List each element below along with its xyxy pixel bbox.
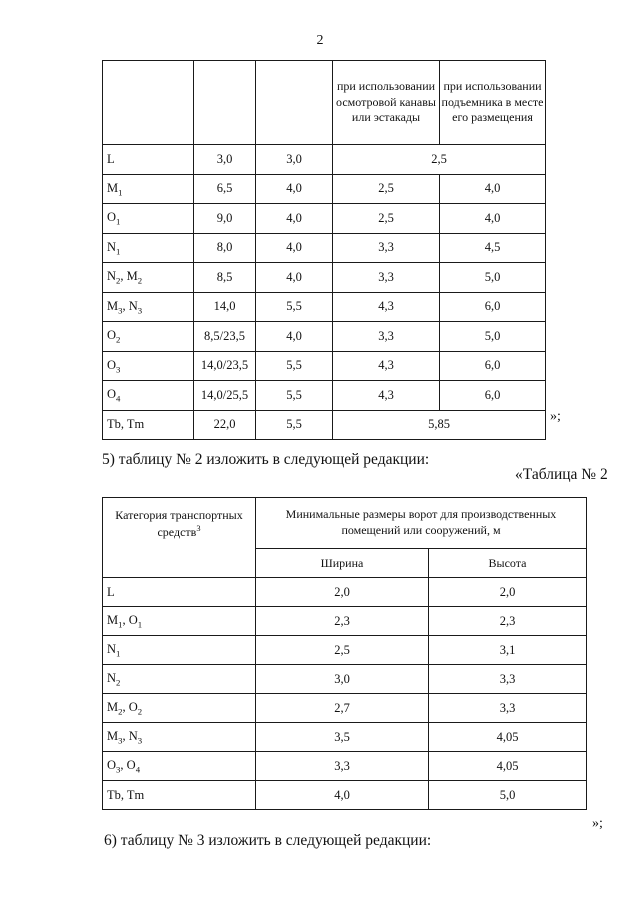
- category-cell: $M_3$, $N_3$: [103, 723, 256, 752]
- height-cell: 2,3: [429, 607, 587, 636]
- table-row: [103, 636, 587, 665]
- table-cell: 8,5: [194, 263, 256, 293]
- category-cell: $N_2$, $M_2$: [103, 263, 194, 293]
- table-cell: 6,0: [440, 292, 546, 322]
- table-row: [103, 145, 546, 175]
- category-cell: $M_1$: [103, 174, 194, 204]
- table-cell: 3,0: [194, 145, 256, 175]
- category-cell: Tb, Tm: [103, 410, 194, 440]
- table-cell: 4,0: [256, 174, 333, 204]
- width-cell: 4,0: [256, 781, 429, 810]
- table-cell: 9,0: [194, 204, 256, 234]
- category-cell: L: [103, 145, 194, 175]
- table-cell: 4,0: [256, 233, 333, 263]
- table-2-closing-quote: »;: [592, 816, 603, 831]
- table-1-closing-quote: »;: [550, 409, 561, 424]
- table-cell: 4,0: [440, 204, 546, 234]
- merged-cell: 2,5: [333, 145, 546, 175]
- table-row: [103, 694, 587, 723]
- height-cell: 2,0: [429, 578, 587, 607]
- table-row: [103, 381, 546, 411]
- category-cell: $O_3$, $O_4$: [103, 752, 256, 781]
- table-cell: 4,0: [256, 204, 333, 234]
- footnote-mark: 3: [196, 523, 201, 533]
- table-1-header-lift: при использовании подъемника в месте его размещения: [440, 61, 546, 145]
- table-cell: 5,0: [440, 322, 546, 352]
- table-row: [103, 578, 587, 607]
- category-cell: $M_1$, $O_1$: [103, 607, 256, 636]
- table-cell: 6,5: [194, 174, 256, 204]
- table-row: [103, 204, 546, 234]
- category-cell: $N_1$: [103, 636, 256, 665]
- table-row: [103, 174, 546, 204]
- table-row: [103, 410, 546, 440]
- table-cell: 4,5: [440, 233, 546, 263]
- table-cell: 5,0: [440, 263, 546, 293]
- table-cell: 8,5/23,5: [194, 322, 256, 352]
- height-cell: 5,0: [429, 781, 587, 810]
- category-cell: $O_4$: [103, 381, 194, 411]
- table-cell: 2,5: [333, 204, 440, 234]
- table-cell: 3,3: [333, 322, 440, 352]
- width-cell: 2,7: [256, 694, 429, 723]
- table-row: [103, 351, 546, 381]
- table-row: [103, 263, 546, 293]
- table-cell: 22,0: [194, 410, 256, 440]
- width-cell: 3,5: [256, 723, 429, 752]
- category-cell: $N_2$: [103, 665, 256, 694]
- table-1-header-pit: при использовании осмотровой канавы или эстакады: [333, 61, 440, 145]
- table-row: [103, 322, 546, 352]
- table-row: [103, 292, 546, 322]
- table-1-header-cell: [194, 61, 256, 145]
- table-1-header-cell: [256, 61, 333, 145]
- table-row: [103, 665, 587, 694]
- table-cell: 6,0: [440, 351, 546, 381]
- width-cell: 3,3: [256, 752, 429, 781]
- table-1: [102, 60, 546, 440]
- table-cell: 5,5: [256, 410, 333, 440]
- paragraph-6: 6) таблицу № 3 изложить в следующей редакции:: [104, 832, 432, 849]
- category-cell: Tb, Tm: [103, 781, 256, 810]
- table-cell: 4,0: [256, 263, 333, 293]
- width-cell: 2,3: [256, 607, 429, 636]
- size-header: Минимальные размеры ворот для производственных помещений или сооружений, м: [256, 498, 587, 549]
- table-2: [102, 497, 587, 810]
- table-cell: 4,3: [333, 351, 440, 381]
- table-cell: 8,0: [194, 233, 256, 263]
- table-cell: 14,0/23,5: [194, 351, 256, 381]
- category-cell: L: [103, 578, 256, 607]
- table-row: [103, 781, 587, 810]
- table-cell: 5,5: [256, 381, 333, 411]
- height-cell: 3,3: [429, 694, 587, 723]
- table-cell: 3,3: [333, 263, 440, 293]
- table-2-header-row: [103, 498, 587, 549]
- table-cell: 2,5: [333, 174, 440, 204]
- category-cell: $O_3$: [103, 351, 194, 381]
- category-cell: $O_1$: [103, 204, 194, 234]
- table-row: [103, 752, 587, 781]
- table-cell: 3,0: [256, 145, 333, 175]
- table-cell: 14,0: [194, 292, 256, 322]
- height-cell: 3,3: [429, 665, 587, 694]
- category-header: [103, 498, 256, 578]
- table-cell: 4,0: [440, 174, 546, 204]
- table-row: [103, 233, 546, 263]
- table-cell: 6,0: [440, 381, 546, 411]
- width-cell: 2,0: [256, 578, 429, 607]
- category-header-label: Категория транспортных средств: [115, 508, 243, 539]
- category-cell: $M_2$, $O_2$: [103, 694, 256, 723]
- height-cell: 4,05: [429, 752, 587, 781]
- height-cell: 4,05: [429, 723, 587, 752]
- table-row: [103, 723, 587, 752]
- width-header: Ширина: [256, 549, 429, 578]
- table-cell: 5,5: [256, 351, 333, 381]
- category-cell: $N_1$: [103, 233, 194, 263]
- table-cell: 3,3: [333, 233, 440, 263]
- table-cell: 4,3: [333, 292, 440, 322]
- paragraph-5: 5) таблицу № 2 изложить в следующей редакции:: [102, 451, 430, 468]
- table-1-header-row: [103, 61, 546, 145]
- table-2-label: «Таблица № 2: [515, 466, 608, 483]
- table-cell: 14,0/25,5: [194, 381, 256, 411]
- table-cell: 4,0: [256, 322, 333, 352]
- height-cell: 3,1: [429, 636, 587, 665]
- width-cell: 3,0: [256, 665, 429, 694]
- page-number: 2: [316, 33, 324, 48]
- merged-cell: 5,85: [333, 410, 546, 440]
- table-cell: 5,5: [256, 292, 333, 322]
- table-1-header-cell: [103, 61, 194, 145]
- table-row: [103, 607, 587, 636]
- table-cell: 4,3: [333, 381, 440, 411]
- width-cell: 2,5: [256, 636, 429, 665]
- category-cell: $M_3$, $N_3$: [103, 292, 194, 322]
- height-header: Высота: [429, 549, 587, 578]
- category-cell: $O_2$: [103, 322, 194, 352]
